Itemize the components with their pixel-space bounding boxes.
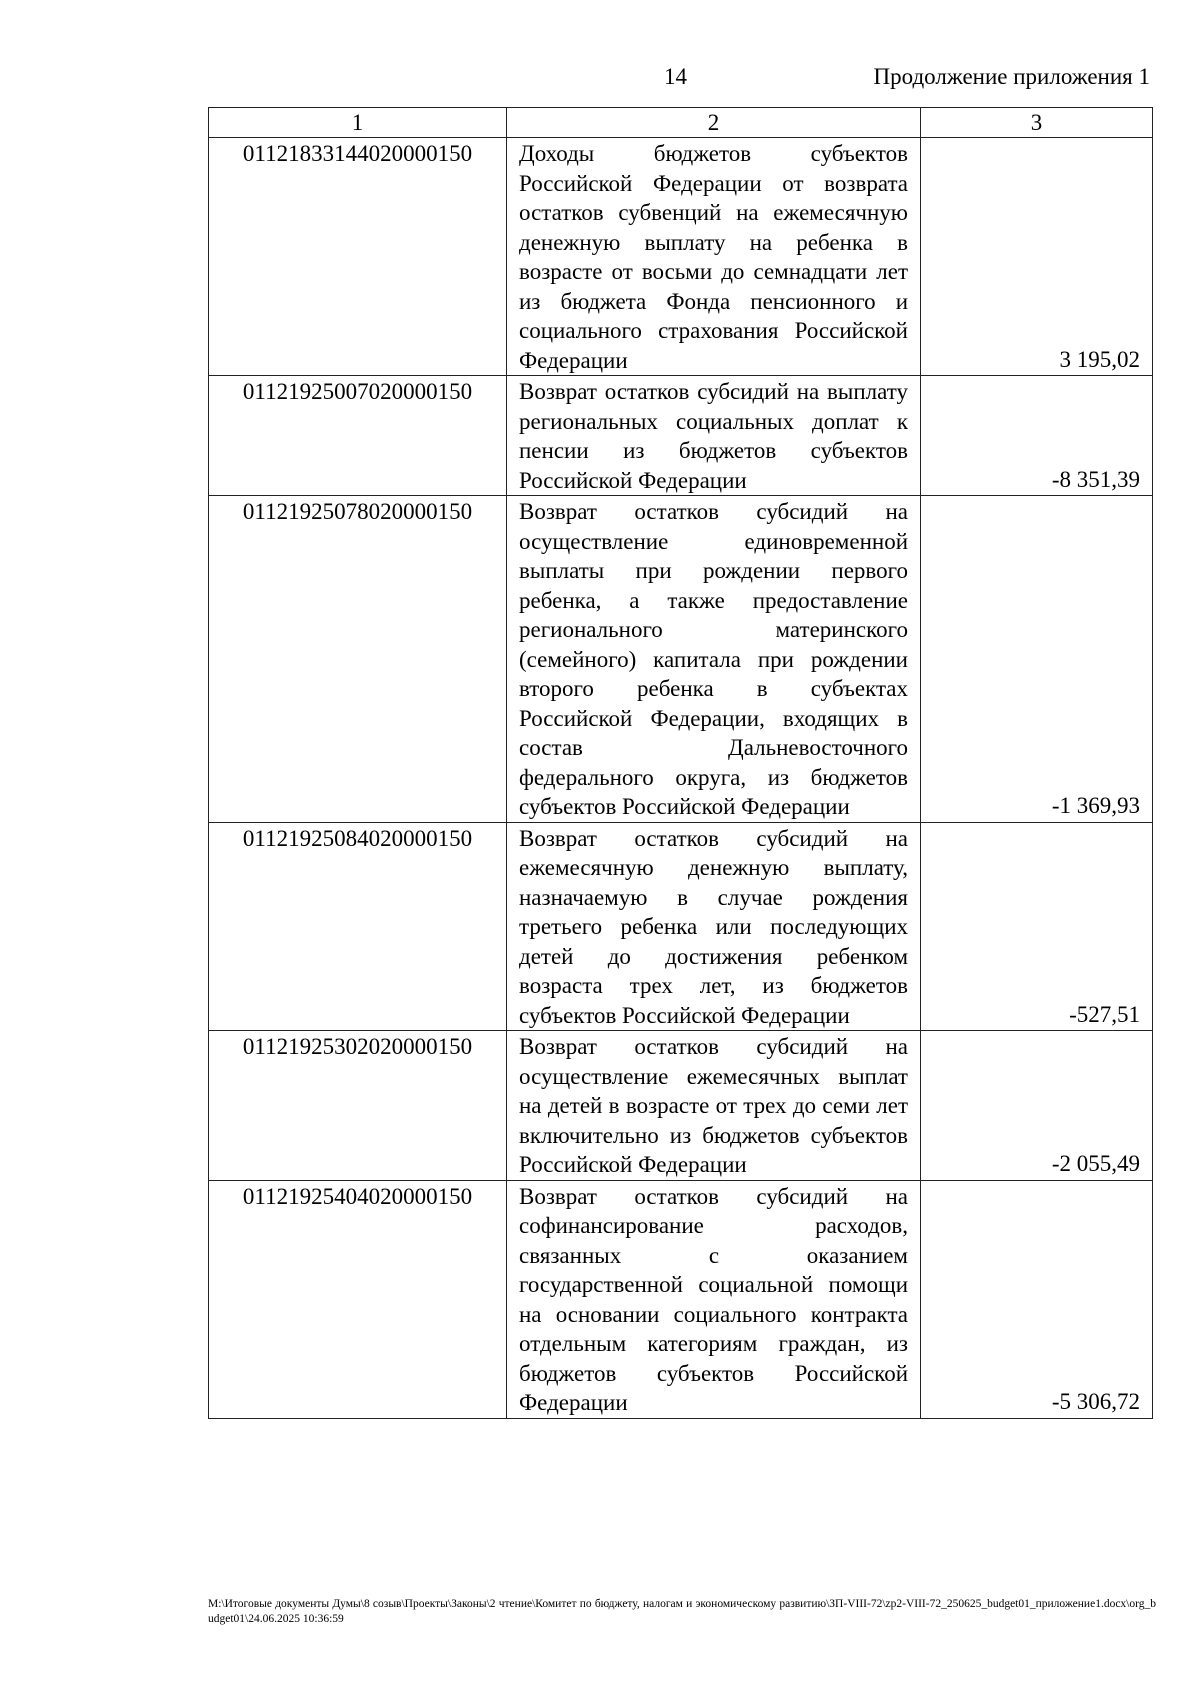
row-code: 01121833144020000150 — [209, 138, 507, 376]
row-amount: -5 306,72 — [921, 1180, 1153, 1418]
table-row — [209, 1031, 1153, 1181]
table-row — [209, 376, 1153, 496]
row-amount: -527,51 — [921, 822, 1153, 1031]
row-amount: 3 195,02 — [921, 138, 1153, 376]
row-description: Доходы бюджетов субъектов Российской Федерации от возврата остатков субвенций на ежемесячную денежную выплату на ребенка в возрасте от восьми до семнадцати лет из бюджета Фонда пенсионного и социального страхования Российской Федерации — [507, 138, 921, 376]
column-numbers-row — [209, 108, 1153, 138]
column-header-3: 3 — [921, 108, 1153, 138]
row-description: Возврат остатков субсидий на осуществление ежемесячных выплат на детей в возрасте от трех до семи лет включительно из бюджетов субъектов Российской Федерации — [507, 1031, 921, 1181]
table-row — [209, 496, 1153, 823]
page-number: 14 — [664, 64, 687, 89]
column-header-2: 2 — [507, 108, 921, 138]
row-code: 01121925302020000150 — [209, 1031, 507, 1181]
budget-table — [208, 107, 1153, 1419]
row-description: Возврат остатков субсидий на ежемесячную денежную выплату, назначаемую в случае рождения третьего ребенка или последующих детей до достижения ребенком возраста трех лет, из бюджетов субъектов Российской Федерации — [507, 822, 921, 1031]
row-description: Возврат остатков субсидий на осуществление единовременной выплаты при рождении первого ребенка, а также предоставление регионального материнского (семейного) капитала при рождении второго ребенка в субъектах Российской Федерации, входящих в состав Дальневосточного федерального округа, из бюджетов субъектов Российской Федерации — [507, 496, 921, 823]
row-code: 01121925078020000150 — [209, 496, 507, 823]
table-row — [209, 1180, 1153, 1418]
row-description: Возврат остатков субсидий на выплату региональных социальных доплат к пенсии из бюджетов субъектов Российской Федерации — [507, 376, 921, 496]
table-row — [209, 138, 1153, 376]
row-description: Возврат остатков субсидий на софинансирование расходов, связанных с оказанием государственной социальной помощи на основании социального контракта отдельным категориям граждан, из бюджетов субъектов Российской Федерации — [507, 1180, 921, 1418]
column-header-1: 1 — [209, 108, 507, 138]
row-code: 01121925084020000150 — [209, 822, 507, 1031]
row-code: 01121925007020000150 — [209, 376, 507, 496]
table-row — [209, 822, 1153, 1031]
row-amount: -1 369,93 — [921, 496, 1153, 823]
row-amount: -8 351,39 — [921, 376, 1153, 496]
row-amount: -2 055,49 — [921, 1031, 1153, 1181]
continuation-label: Продолжение приложения 1 — [873, 64, 1150, 89]
row-code: 01121925404020000150 — [209, 1180, 507, 1418]
document-file-path: M:\Итоговые документы Думы\8 созыв\Проекты\Законы\2 чтение\Комитет по бюджету, налогам и экономическому развитию\ЗП-VIII-72\zp2-VIII-72_250625_budget01_приложение1.docx\org_budget01\24.06.2025 10:36:59 — [208, 1598, 1156, 1625]
